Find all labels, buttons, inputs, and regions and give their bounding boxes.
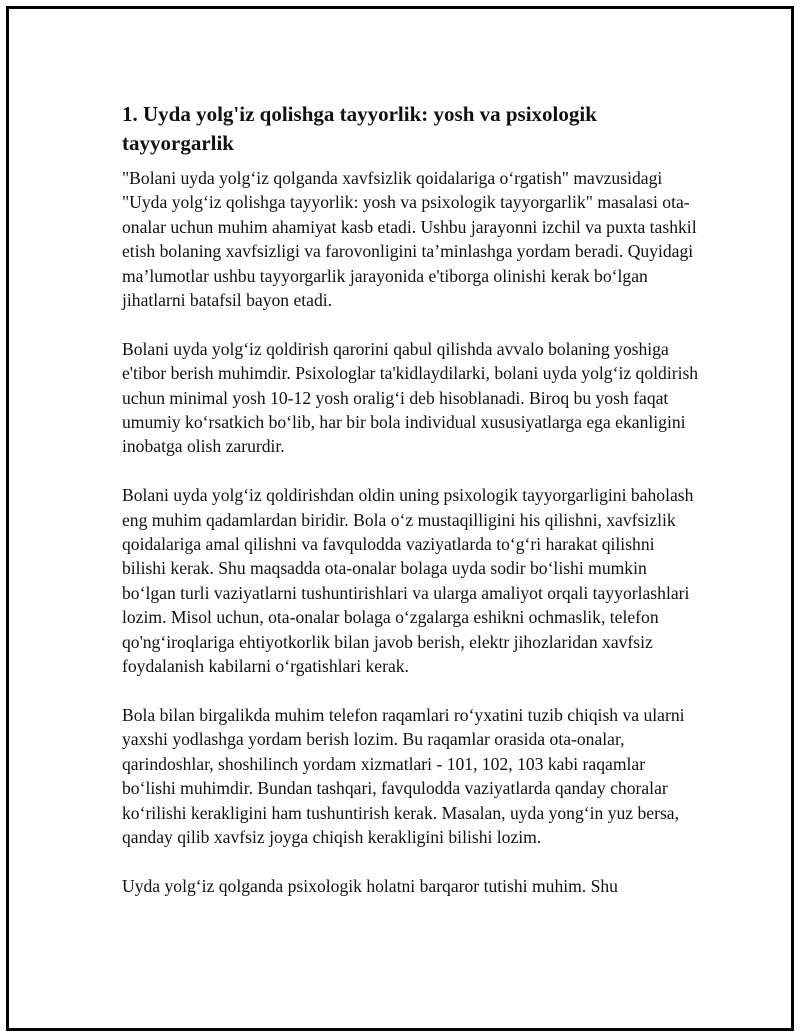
paragraph-phone-numbers: Bola bilan birgalikda muhim telefon raqamlari ro‘yxatini tuzib chiqish va ularni yaxshi yodlashga yordam berish lozim. Bu raqamlar orasida ota-onalar, qarindoshlar, shoshilinch yordam xizmatlari - 101, 102, 103 kabi raqamlar bo‘lishi muhimdir. Bundan tashqari, favqulodda vaziyatlarda qanday choralar ko‘rilishi kerakligini ham tushuntirish kerak. Masalan, uyda yong‘in yuz bersa, qanday qilib xavfsiz joyga chiqish kerakligini bilishi lozim. [122,704,685,847]
section-heading: 1. Uyda yolg'iz qolishga tayyorlik: yosh va psixologik tayyorgarlik [122,102,597,155]
page-frame [6,6,794,1031]
paragraph-psychological-state: Uyda yolg‘iz qolganda psixologik holatni barqaror tutishi muhim. Shu [122,875,618,896]
paragraph-intro: "Bolani uyda yolg‘iz qolganda xavfsizlik qoidalariga o‘rgatish" mavzusidagi "Uyda yolg‘iz qolishga tayyorlik: yosh va psixologik tayyorgarlik" masalasi ota-onalar uchun muhim ahamiyat kasb etadi. Ushbu jarayonni izchil va puxta tashkil etish bolaning xavfsizligi va farovonligini ta’minlashga yordam beradi. Quyidagi ma’lumotlar ushbu tayyorgarlik jarayonida e'tiborga olinishi kerak bo‘lgan jihatlarni batafsil bayon etadi. [122,168,697,311]
document-body [122,100,702,898]
paragraph-age: Bolani uyda yolg‘iz qoldirish qarorini qabul qilishda avvalo bolaning yoshiga e'tibor berish muhimdir. Psixologlar ta'kidlaydilarki, bolani uyda yolg‘iz qoldirish uchun minimal yosh 10-12 yosh oralig‘i deb hisoblanadi. Biroq bu yosh faqat umumiy ko‘rsatkich bo‘lib, har bir bola individual xususiyatlarga ega ekanligini inobatga olish zarurdir. [122,338,699,457]
paragraph-psychological-readiness: Bolani uyda yolg‘iz qoldirishdan oldin uning psixologik tayyorgarligini baholash eng muhim qadamlardan biridir. Bola o‘z mustaqilligini his qilishni, xavfsizlik qoidalariga amal qilishni va favqulodda vaziyatlarda to‘g‘ri harakat qilishni bilishi kerak. Shu maqsadda ota-onalar bolaga uyda sodir bo‘lishi mumkin bo‘lgan turli vaziyatlarni tushuntirishlari va ularga amaliyot orqali tayyorlashlari lozim. Misol uchun, ota-onalar bolaga o‘zgalarga eshikni ochmaslik, telefon qo'ng‘iroqlariga ehtiyotkorlik bilan javob berish, elektr jihozlaridan xavfsiz foydalanish kabilarni o‘rgatishlari kerak. [122,485,694,677]
